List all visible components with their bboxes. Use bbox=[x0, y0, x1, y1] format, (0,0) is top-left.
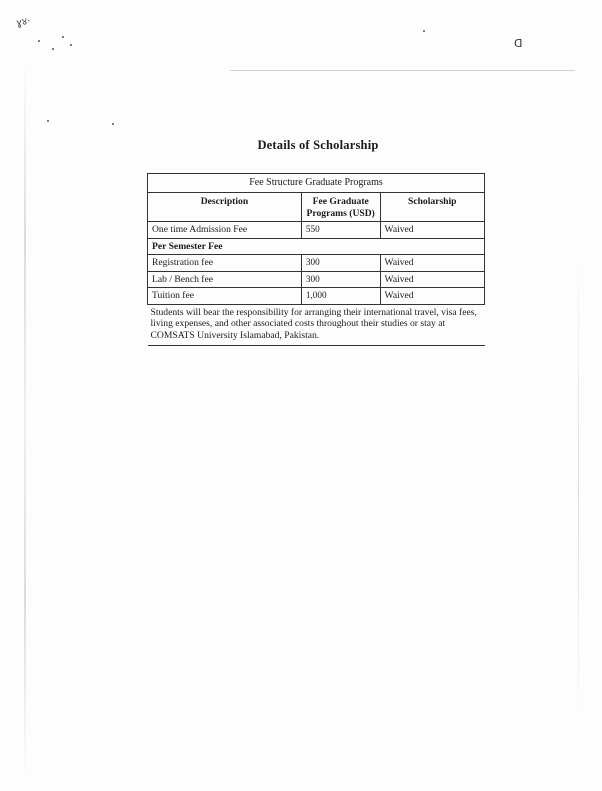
scan-edge-shadow-right bbox=[578, 250, 579, 730]
row-fee: 300 bbox=[301, 271, 380, 288]
handwritten-corner-mark: ɣ४· bbox=[15, 16, 32, 29]
header-fee-line1: Fee Graduate bbox=[312, 196, 369, 207]
table-row bbox=[148, 271, 485, 288]
table-row bbox=[148, 288, 485, 305]
table-section-row bbox=[148, 238, 485, 255]
table-row bbox=[148, 255, 485, 272]
header-fee bbox=[301, 193, 380, 222]
section-label: Per Semester Fee bbox=[148, 238, 485, 255]
row-scholarship: Waived bbox=[380, 222, 484, 239]
row-scholarship: Waived bbox=[380, 288, 484, 305]
handwritten-page-mark: ᗡ bbox=[514, 37, 523, 50]
scan-speck bbox=[52, 48, 54, 50]
row-description: Tuition fee bbox=[148, 288, 302, 305]
table-note-row bbox=[148, 304, 485, 346]
scan-speck bbox=[70, 44, 72, 46]
row-fee: 300 bbox=[301, 255, 380, 272]
row-fee: 550 bbox=[301, 222, 380, 239]
row-description: One time Admission Fee bbox=[148, 222, 302, 239]
document-title: Details of Scholarship bbox=[257, 138, 379, 152]
header-fee-line2: Programs (USD) bbox=[306, 207, 375, 219]
row-fee: 1,000 bbox=[301, 288, 380, 305]
header-description: Description bbox=[148, 193, 302, 222]
scan-speck bbox=[62, 36, 64, 38]
table-note: Students will bear the responsibility for arranging their international travel, visa fees, living expenses, and other associated costs throughout their studies or stay at COMSATS University Islamabad, Pakistan. bbox=[148, 304, 485, 346]
scan-speck bbox=[38, 40, 40, 42]
scan-speck bbox=[47, 120, 49, 122]
scan-edge-shadow-left bbox=[24, 60, 26, 780]
row-description: Lab / Bench fee bbox=[148, 271, 302, 288]
row-description: Registration fee bbox=[148, 255, 302, 272]
scan-speck bbox=[423, 30, 425, 32]
table-header-row bbox=[148, 193, 485, 222]
scan-top-line bbox=[230, 70, 575, 71]
row-scholarship: Waived bbox=[380, 255, 484, 272]
scan-speck bbox=[112, 123, 114, 125]
header-scholarship: Scholarship bbox=[380, 193, 484, 222]
row-scholarship: Waived bbox=[380, 271, 484, 288]
table-caption-row bbox=[148, 174, 485, 193]
table-caption: Fee Structure Graduate Programs bbox=[148, 174, 485, 193]
table-row bbox=[148, 222, 485, 239]
fee-structure-table bbox=[147, 173, 485, 346]
